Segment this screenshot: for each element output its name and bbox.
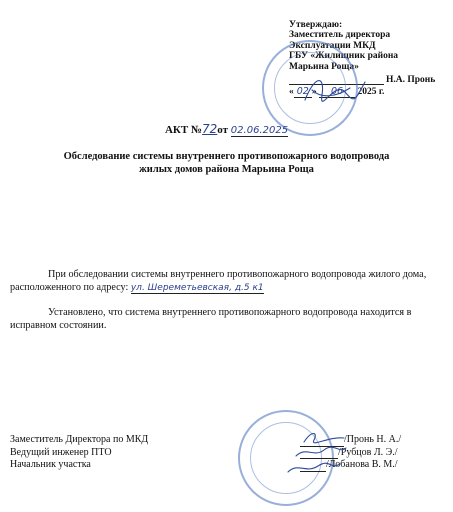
act-from: от [217,124,229,136]
paragraph-inspection [10,268,446,295]
approval-signer: Н.А. Пронь [386,75,436,86]
name-lobanova: /Лобанова В. М./ [326,459,398,471]
paragraph-result [10,306,446,332]
act-date: 02.06.2025 [230,125,289,136]
name-pron: /Пронь Н. А./ [344,434,402,445]
signature-positions [10,434,148,472]
approval-signature-scribble [300,70,370,110]
position-lead-engineer: Ведущий инженер ПТО [10,446,112,458]
paragraph-result-text: Установлено, что система внутреннего противопожарного водопровода находится в исправном состоянии. [10,307,412,331]
paragraph-inspection-text: При обследовании системы внутреннего противопожарного водопровода жилого дома, расположенного по адресу: [10,269,427,293]
approval-date-day: 02 [294,86,312,98]
approval-date-quote-close: » [311,87,317,98]
act-header [0,122,453,136]
approval-position-line2: Эксплуатации МКД [289,40,376,51]
title-line2: жилых домов района Марьина Роща [139,164,314,175]
position-deputy-director: Заместитель Директора по МКД [10,434,149,445]
name-rubtsov: /Рубцов Л. Э./ [338,446,398,458]
act-number: 72 [202,122,218,136]
approval-date-year: 2025 г. [357,87,385,98]
approval-date-month: 06 [319,86,355,98]
position-site-chief: Начальник участка [10,459,91,471]
inspection-address: ул. Шереметьевская, д.5 к1 [130,283,264,293]
approval-heading: Утверждаю: [289,20,343,30]
act-label: АКТ № [164,124,202,136]
approval-org-line1: ГБУ «Жилищник района [289,51,399,62]
approval-date-quote-open: « [289,87,294,98]
title-line1: Обследование системы внутреннего противопожарного водопровода [63,151,390,162]
signature-scribbles [284,428,354,478]
document-title [0,150,453,176]
approval-org-line2: Марьина Роща» [289,61,359,72]
approval-position-line1: Заместитель директора [289,30,391,41]
